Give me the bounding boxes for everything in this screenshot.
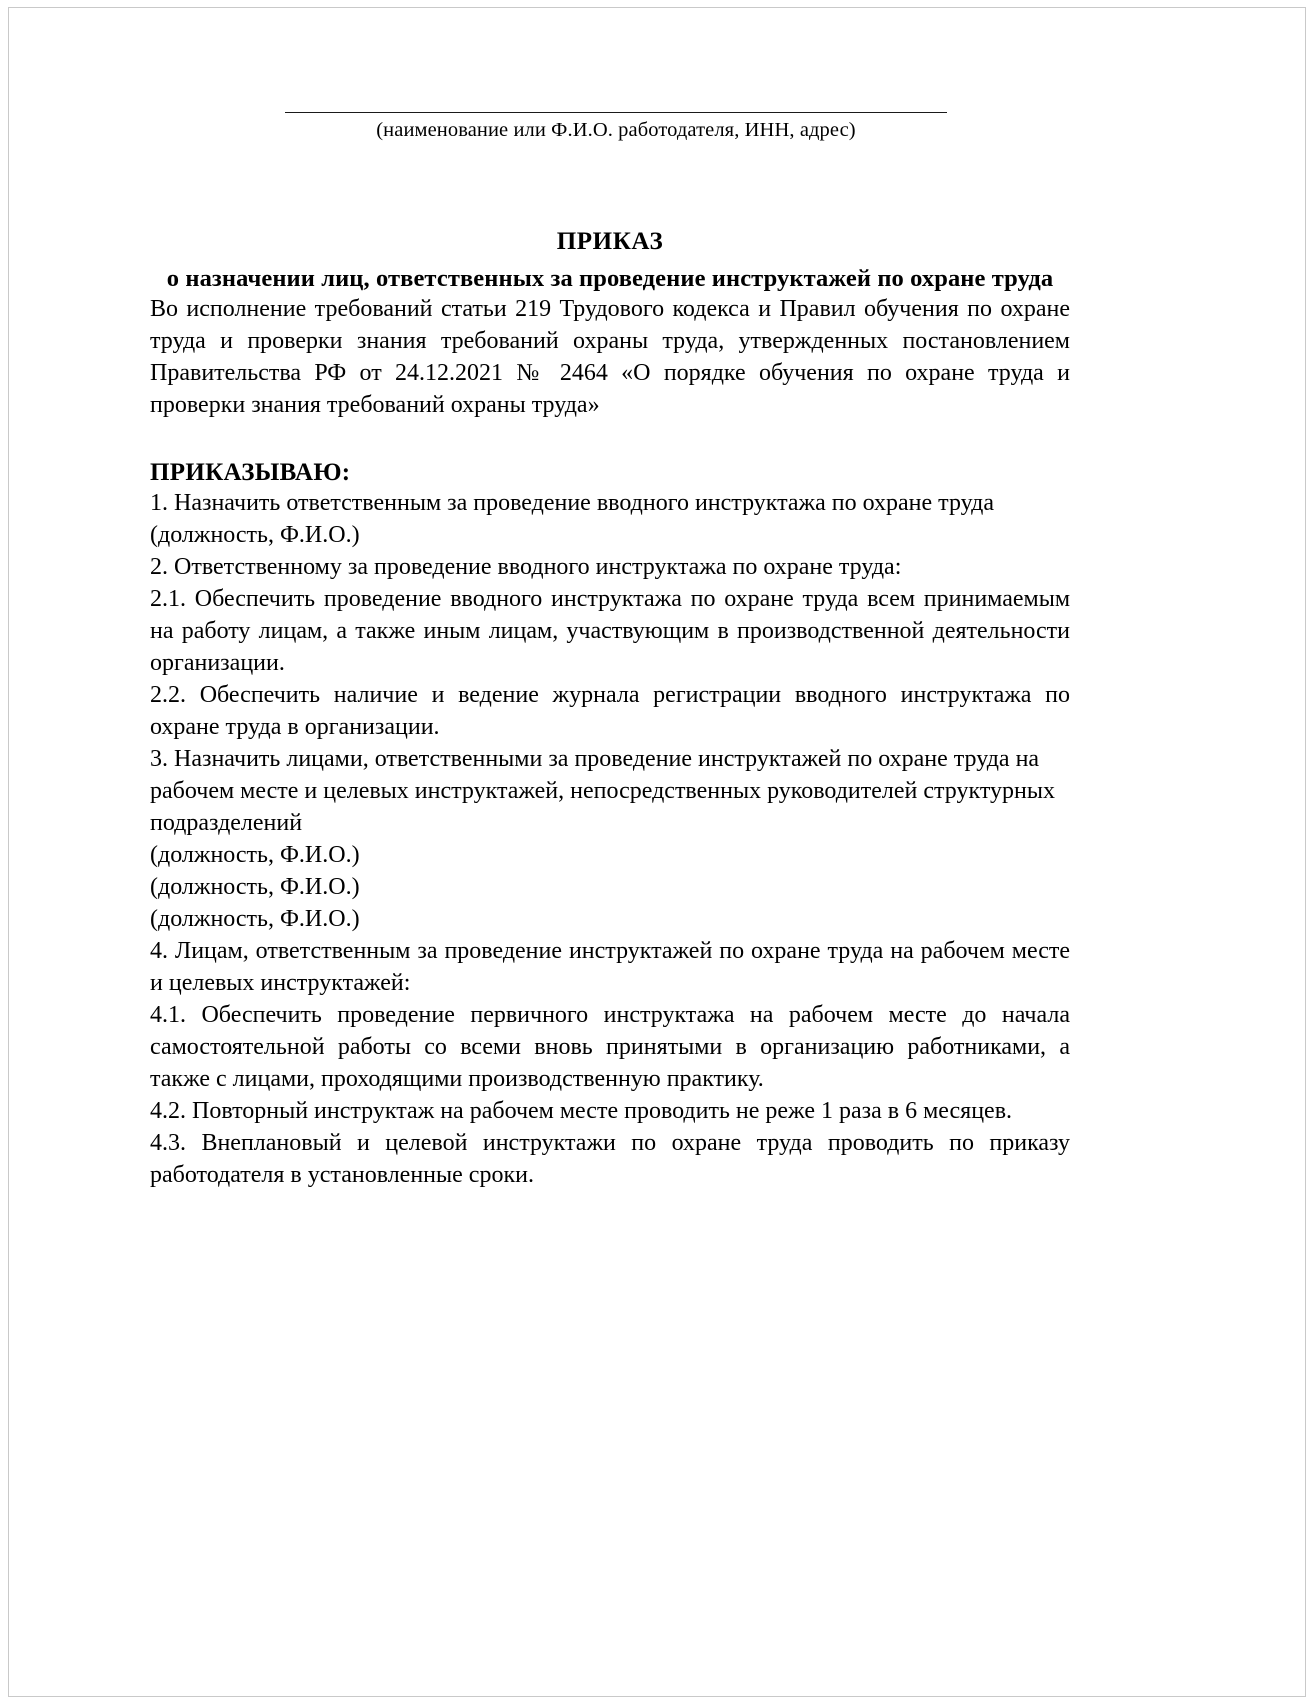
clause-4-2: 4.2. Повторный инструктаж на рабочем месте проводить не реже 1 раза в 6 месяцев. (150, 1098, 1013, 1125)
employer-header-block (285, 112, 947, 144)
clause-3-placeholder-2: (должность, Ф.И.О.) (150, 874, 360, 901)
page-title: ПРИКАЗ (556, 227, 664, 255)
document-content (150, 0, 1070, 1191)
clause-3: 3. Назначить лицами, ответственными за проведение инструктажей по охране труда на рабочем месте и целевых инструктажей, непосредственных руководителей структурных подразделений (150, 746, 1055, 837)
clause-4-1: 4.1. Обеспечить проведение первичного инструктажа на рабочем месте до начала самостоятельной работы со всеми вновь принятыми в организацию работниками, а также с лицами, проходящими производственную практику. (150, 1002, 1070, 1093)
clause-2: 2. Ответственному за проведение вводного инструктажа по охране труда: (150, 553, 902, 580)
employer-blank-line (285, 112, 947, 113)
clause-2-2: 2.2. Обеспечить наличие и ведение журнала регистрации вводного инструктажа по охране труда в организации. (150, 681, 1070, 740)
clause-1: 1. Назначить ответственным за проведение вводного инструктажа по охране труда (150, 489, 994, 516)
clause-3-placeholder-3: (должность, Ф.И.О.) (150, 906, 360, 933)
employer-blank-line-caption: (наименование или Ф.И.О. работодателя, ИНН, адрес) (376, 119, 856, 141)
clause-4-3: 4.3. Внеплановый и целевой инструктажи по охране труда проводить по приказу работодателя в установленные сроки. (150, 1130, 1070, 1189)
clause-1-placeholder: (должность, Ф.И.О.) (150, 521, 360, 548)
command-heading: ПРИКАЗЫВАЮ: (150, 458, 351, 486)
clause-2-1: 2.1. Обеспечить проведение вводного инструктажа по охране труда всем принимаемым на работу лицам, а также иным лицам, участвующим в производственной деятельности организации. (150, 585, 1070, 676)
page-subtitle: о назначении лиц, ответственных за проведение инструктажей по охране труда (166, 264, 1054, 292)
clause-4: 4. Лицам, ответственным за проведение инструктажей по охране труда на рабочем месте и целевых инструктажей: (150, 938, 1070, 997)
clause-3-placeholder-1: (должность, Ф.И.О.) (150, 842, 360, 869)
preamble-paragraph: Во исполнение требований статьи 219 Трудового кодекса и Правил обучения по охране труда и проверки знания требований охраны труда, утвержденных постановлением Правительства РФ от 24.12.2021 № 2464 «О порядке обучения по охране труда и проверки знания требований охраны труда» (150, 295, 1070, 418)
